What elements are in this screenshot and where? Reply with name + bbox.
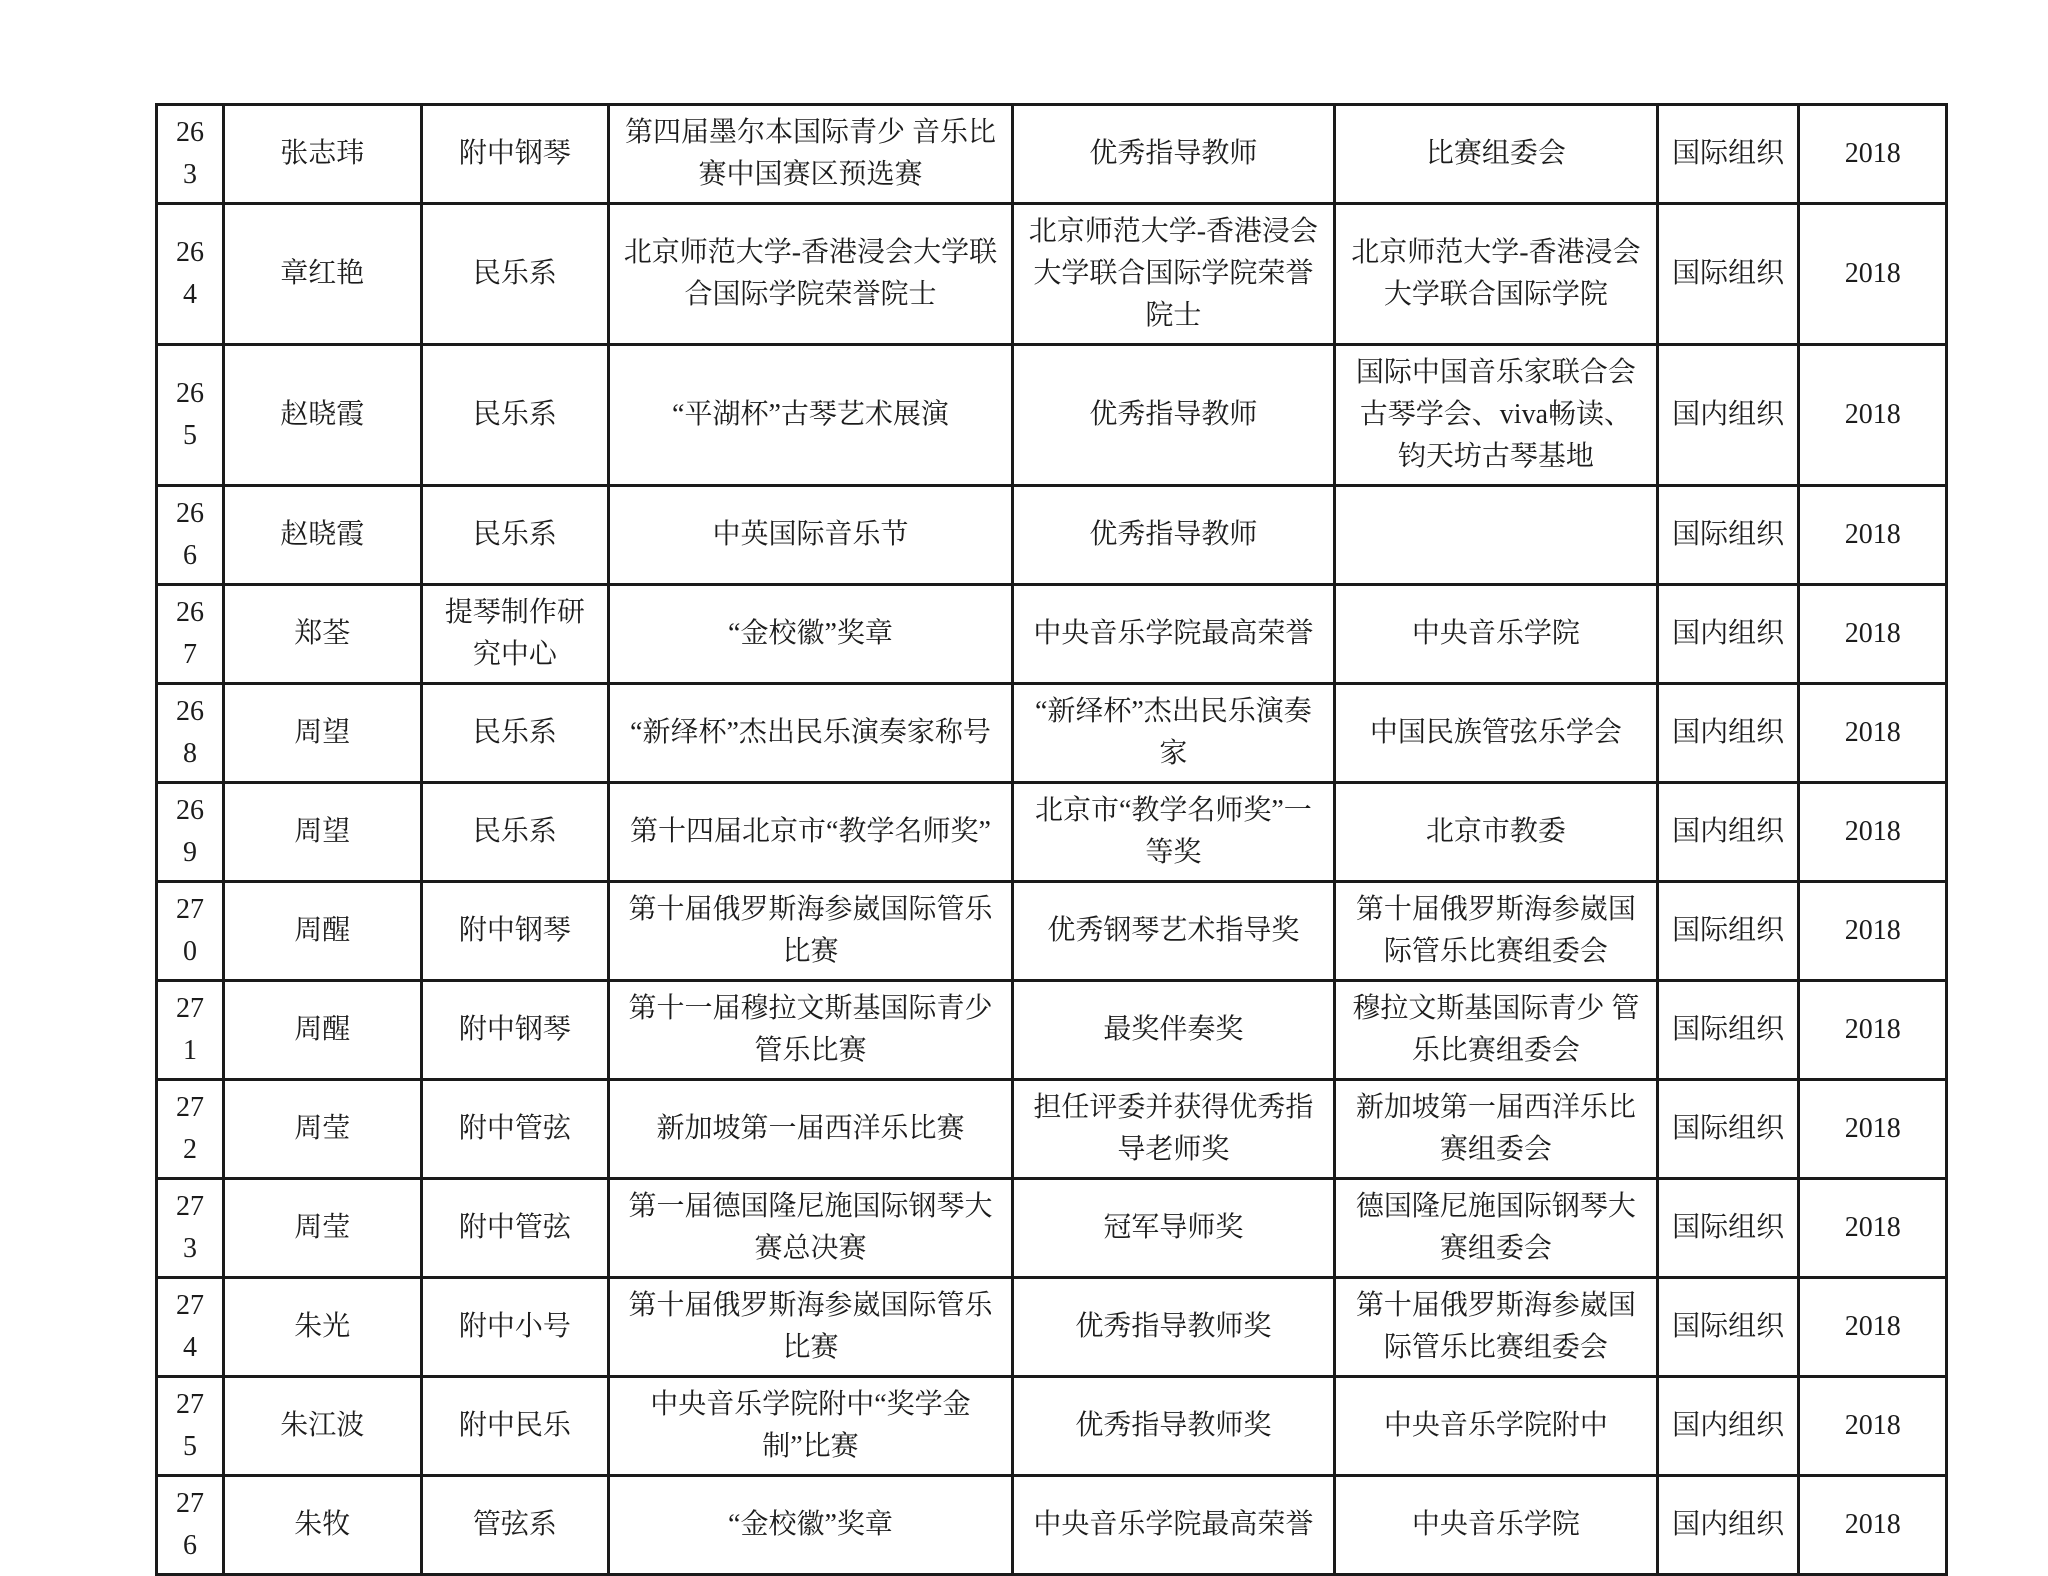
- cell-award-title: 优秀指导教师奖: [1012, 1278, 1335, 1377]
- cell-award: 第一届德国隆尼施国际钢琴大赛总决赛: [609, 1179, 1012, 1278]
- cell-org-type: 国内组织: [1657, 585, 1799, 684]
- cell-index: 266: [157, 486, 224, 585]
- cell-department: 附中钢琴: [421, 981, 609, 1080]
- cell-organization: [1335, 486, 1658, 585]
- cell-org-type: 国际组织: [1657, 981, 1799, 1080]
- cell-name: 张志玮: [223, 105, 421, 204]
- cell-award: 第十四届北京市“教学名师奖”: [609, 783, 1012, 882]
- cell-award: 北京师范大学-香港浸会大学联合国际学院荣誉院士: [609, 204, 1012, 345]
- cell-award-title: 优秀指导教师奖: [1012, 1377, 1335, 1476]
- cell-year: 2018: [1799, 204, 1947, 345]
- cell-award: “金校徽”奖章: [609, 1476, 1012, 1575]
- cell-index: 274: [157, 1278, 224, 1377]
- cell-award-title: 最奖伴奏奖: [1012, 981, 1335, 1080]
- cell-award-title: 中央音乐学院最高荣誉: [1012, 585, 1335, 684]
- table-row: [157, 882, 1947, 981]
- cell-department: 附中小号: [421, 1278, 609, 1377]
- cell-organization: 中央音乐学院: [1335, 585, 1658, 684]
- cell-organization: 国际中国音乐家联合会古琴学会、viva畅读、钧天坊古琴基地: [1335, 345, 1658, 486]
- cell-name: 朱光: [223, 1278, 421, 1377]
- cell-year: 2018: [1799, 882, 1947, 981]
- cell-org-type: 国内组织: [1657, 783, 1799, 882]
- table-row: [157, 684, 1947, 783]
- cell-index: 272: [157, 1080, 224, 1179]
- cell-org-type: 国内组织: [1657, 1476, 1799, 1575]
- cell-organization: 北京市教委: [1335, 783, 1658, 882]
- cell-year: 2018: [1799, 1377, 1947, 1476]
- cell-year: 2018: [1799, 981, 1947, 1080]
- cell-year: 2018: [1799, 1278, 1947, 1377]
- cell-org-type: 国内组织: [1657, 345, 1799, 486]
- table-row: [157, 1080, 1947, 1179]
- cell-award-title: 优秀指导教师: [1012, 105, 1335, 204]
- cell-org-type: 国际组织: [1657, 105, 1799, 204]
- cell-organization: 中央音乐学院附中: [1335, 1377, 1658, 1476]
- cell-organization: 第十届俄罗斯海参崴国际管乐比赛组委会: [1335, 1278, 1658, 1377]
- table-row: [157, 1179, 1947, 1278]
- cell-name: 郑荃: [223, 585, 421, 684]
- cell-year: 2018: [1799, 1476, 1947, 1575]
- cell-name: 赵晓霞: [223, 486, 421, 585]
- table-row: [157, 1476, 1947, 1575]
- cell-award: 第四届墨尔本国际青少 音乐比赛中国赛区预选赛: [609, 105, 1012, 204]
- cell-award-title: 优秀钢琴艺术指导奖: [1012, 882, 1335, 981]
- cell-name: 周望: [223, 684, 421, 783]
- cell-department: 民乐系: [421, 345, 609, 486]
- cell-award: 中央音乐学院附中“奖学金制”比赛: [609, 1377, 1012, 1476]
- cell-org-type: 国际组织: [1657, 486, 1799, 585]
- cell-department: 附中管弦: [421, 1080, 609, 1179]
- cell-organization: 比赛组委会: [1335, 105, 1658, 204]
- cell-department: 附中民乐: [421, 1377, 609, 1476]
- cell-organization: 第十届俄罗斯海参崴国际管乐比赛组委会: [1335, 882, 1658, 981]
- cell-award: 第十一届穆拉文斯基国际青少 管乐比赛: [609, 981, 1012, 1080]
- cell-organization: 穆拉文斯基国际青少 管乐比赛组委会: [1335, 981, 1658, 1080]
- cell-year: 2018: [1799, 345, 1947, 486]
- cell-department: 附中钢琴: [421, 105, 609, 204]
- cell-name: 赵晓霞: [223, 345, 421, 486]
- table-row: [157, 486, 1947, 585]
- cell-department: 民乐系: [421, 684, 609, 783]
- cell-name: 周莹: [223, 1179, 421, 1278]
- cell-award-title: 冠军导师奖: [1012, 1179, 1335, 1278]
- cell-year: 2018: [1799, 1080, 1947, 1179]
- cell-award: “平湖杯”古琴艺术展演: [609, 345, 1012, 486]
- table-row: [157, 204, 1947, 345]
- cell-name: 周莹: [223, 1080, 421, 1179]
- cell-org-type: 国内组织: [1657, 684, 1799, 783]
- cell-org-type: 国内组织: [1657, 1377, 1799, 1476]
- cell-award-title: 优秀指导教师: [1012, 345, 1335, 486]
- cell-index: 265: [157, 345, 224, 486]
- cell-award: 第十届俄罗斯海参崴国际管乐比赛: [609, 882, 1012, 981]
- cell-name: 章红艳: [223, 204, 421, 345]
- cell-organization: 中国民族管弦乐学会: [1335, 684, 1658, 783]
- cell-department: 附中管弦: [421, 1179, 609, 1278]
- cell-index: 263: [157, 105, 224, 204]
- cell-year: 2018: [1799, 1179, 1947, 1278]
- cell-org-type: 国际组织: [1657, 1080, 1799, 1179]
- cell-award: “新绎杯”杰出民乐演奏家称号: [609, 684, 1012, 783]
- cell-department: 民乐系: [421, 486, 609, 585]
- cell-index: 275: [157, 1377, 224, 1476]
- table-row: [157, 105, 1947, 204]
- cell-department: 管弦系: [421, 1476, 609, 1575]
- cell-name: 周醒: [223, 981, 421, 1080]
- cell-name: 周望: [223, 783, 421, 882]
- cell-organization: 新加坡第一届西洋乐比赛组委会: [1335, 1080, 1658, 1179]
- cell-year: 2018: [1799, 684, 1947, 783]
- table-row: [157, 981, 1947, 1080]
- cell-organization: 德国隆尼施国际钢琴大赛组委会: [1335, 1179, 1658, 1278]
- cell-department: 提琴制作研究中心: [421, 585, 609, 684]
- cell-index: 273: [157, 1179, 224, 1278]
- cell-index: 276: [157, 1476, 224, 1575]
- cell-award: 中英国际音乐节: [609, 486, 1012, 585]
- cell-award: 第十届俄罗斯海参崴国际管乐比赛: [609, 1278, 1012, 1377]
- cell-index: 268: [157, 684, 224, 783]
- cell-award-title: 担任评委并获得优秀指导老师奖: [1012, 1080, 1335, 1179]
- awards-table: [155, 103, 1948, 1576]
- table-row: [157, 1278, 1947, 1377]
- cell-award-title: 北京师范大学-香港浸会大学联合国际学院荣誉院士: [1012, 204, 1335, 345]
- table-row: [157, 783, 1947, 882]
- cell-award: “金校徽”奖章: [609, 585, 1012, 684]
- table-row: [157, 1377, 1947, 1476]
- cell-org-type: 国际组织: [1657, 1179, 1799, 1278]
- cell-organization: 中央音乐学院: [1335, 1476, 1658, 1575]
- cell-award: 新加坡第一届西洋乐比赛: [609, 1080, 1012, 1179]
- cell-award-title: 优秀指导教师: [1012, 486, 1335, 585]
- cell-index: 269: [157, 783, 224, 882]
- cell-award-title: 中央音乐学院最高荣誉: [1012, 1476, 1335, 1575]
- cell-org-type: 国际组织: [1657, 882, 1799, 981]
- cell-department: 附中钢琴: [421, 882, 609, 981]
- table-row: [157, 585, 1947, 684]
- cell-department: 民乐系: [421, 783, 609, 882]
- cell-index: 267: [157, 585, 224, 684]
- cell-award-title: “新绎杯”杰出民乐演奏家: [1012, 684, 1335, 783]
- cell-year: 2018: [1799, 486, 1947, 585]
- cell-year: 2018: [1799, 585, 1947, 684]
- cell-index: 271: [157, 981, 224, 1080]
- cell-year: 2018: [1799, 105, 1947, 204]
- cell-award-title: 北京市“教学名师奖”一等奖: [1012, 783, 1335, 882]
- cell-year: 2018: [1799, 783, 1947, 882]
- cell-org-type: 国际组织: [1657, 1278, 1799, 1377]
- cell-department: 民乐系: [421, 204, 609, 345]
- cell-index: 264: [157, 204, 224, 345]
- cell-name: 朱牧: [223, 1476, 421, 1575]
- cell-name: 周醒: [223, 882, 421, 981]
- cell-name: 朱江波: [223, 1377, 421, 1476]
- cell-org-type: 国际组织: [1657, 204, 1799, 345]
- table-row: [157, 345, 1947, 486]
- cell-index: 270: [157, 882, 224, 981]
- cell-organization: 北京师范大学-香港浸会大学联合国际学院: [1335, 204, 1658, 345]
